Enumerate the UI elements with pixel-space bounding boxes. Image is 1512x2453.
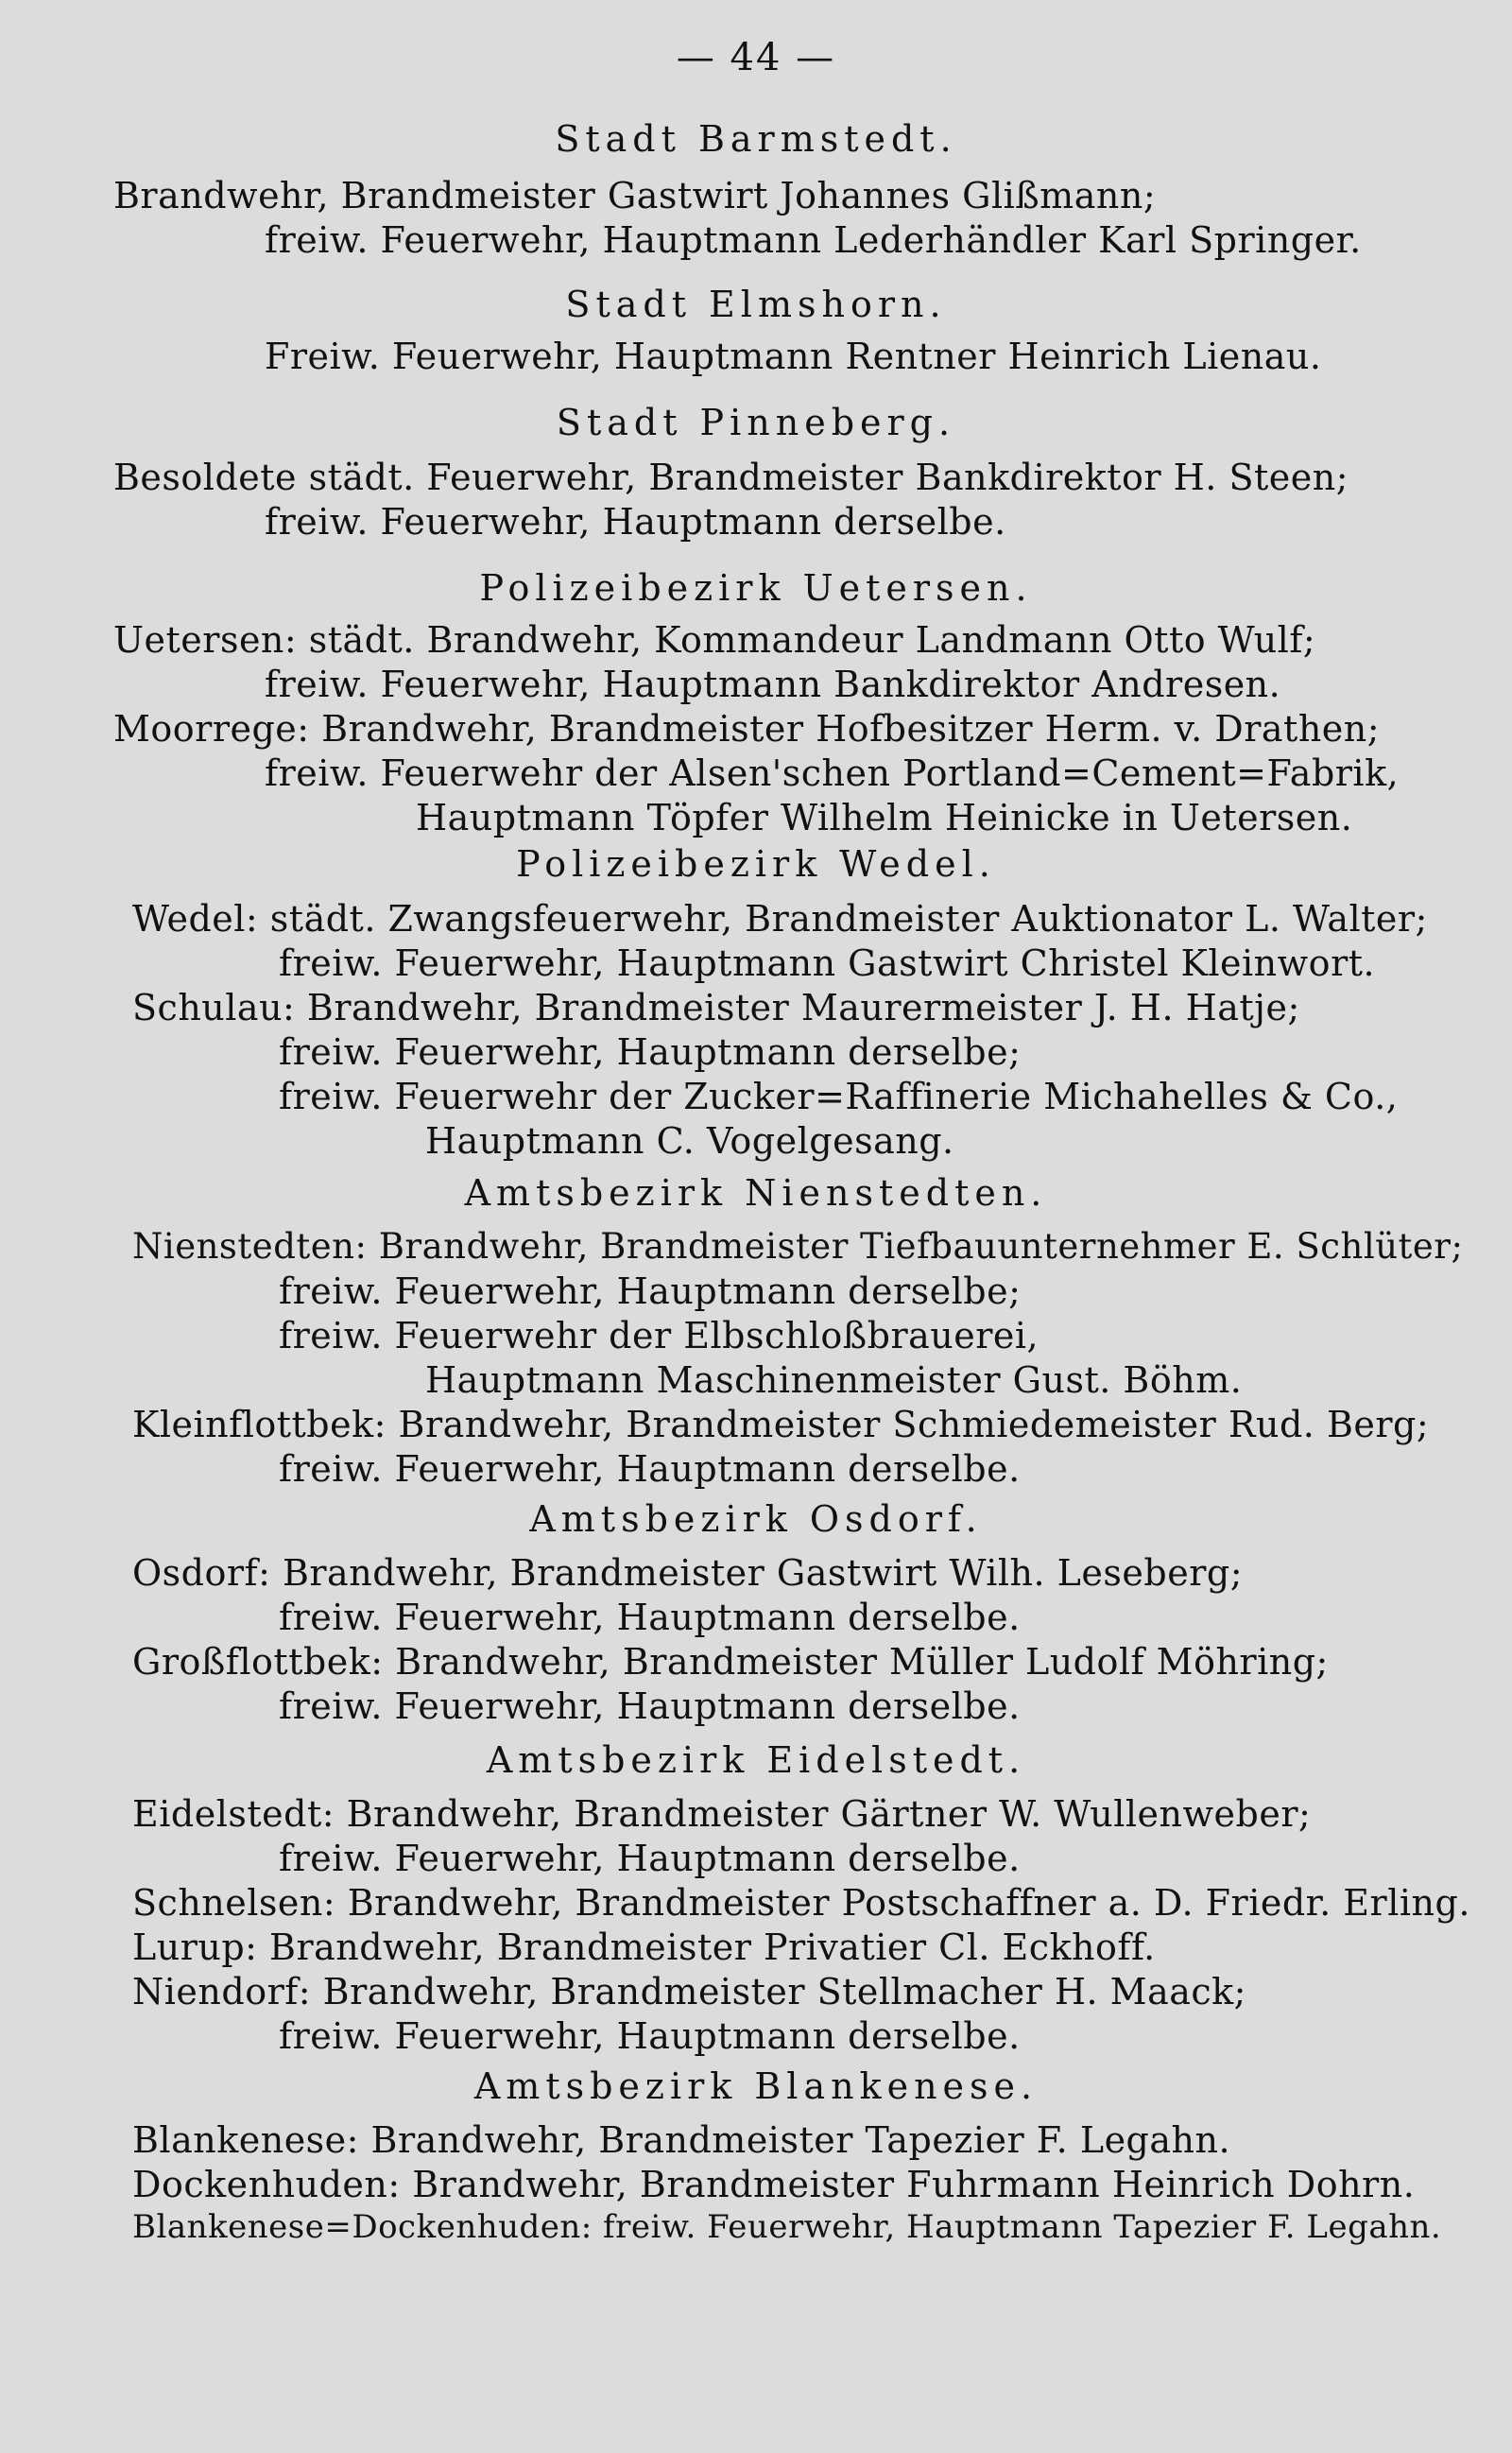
text-line: freiw. Feuerwehr, Hauptmann Gastwirt Christel Kleinwort.	[279, 942, 1376, 984]
text-line: freiw. Feuerwehr, Hauptmann Lederhändler Karl Springer.	[265, 219, 1362, 261]
text-line: Eidelstedt: Brandwehr, Brandmeister Gärtner W. Wullenweber;	[132, 1793, 1312, 1835]
section-heading-osdorf: Amtsbezirk Osdorf.	[529, 1498, 983, 1540]
section-heading-nienstedten: Amtsbezirk Nienstedten.	[464, 1172, 1048, 1214]
section-heading-wedel: Polizeibezirk Wedel.	[516, 843, 996, 885]
text-line: freiw. Feuerwehr, Hauptmann derselbe.	[279, 1838, 1021, 1879]
text-line: Blankenese=Dockenhuden: freiw. Feuerwehr, Hauptmann Tapezier F. Legahn.	[132, 2208, 1442, 2246]
text-line: freiw. Feuerwehr, Hauptmann derselbe;	[279, 1270, 1022, 1312]
text-line: Hauptmann Maschinenmeister Gust. Böhm.	[425, 1359, 1243, 1401]
text-line: Niendorf: Brandwehr, Brandmeister Stellmacher H. Maack;	[132, 1971, 1246, 2012]
text-line: Dockenhuden: Brandwehr, Brandmeister Fuhrmann Heinrich Dohrn.	[132, 2164, 1416, 2205]
text-line: Schnelsen: Brandwehr, Brandmeister Postschaffner a. D. Friedr. Erling.	[132, 1882, 1470, 1924]
page-number: — 44 —	[676, 36, 836, 79]
text-line: freiw. Feuerwehr der Zucker=Raffinerie Michahelles & Co.,	[279, 1076, 1399, 1117]
text-line: Freiw. Feuerwehr, Hauptmann Rentner Heinrich Lienau.	[265, 336, 1322, 377]
text-line: freiw. Feuerwehr, Hauptmann derselbe.	[279, 2015, 1021, 2057]
text-line: Besoldete städt. Feuerwehr, Brandmeister Bankdirektor H. Steen;	[113, 457, 1349, 498]
text-line: Blankenese: Brandwehr, Brandmeister Tapezier F. Legahn.	[132, 2119, 1231, 2161]
text-line: freiw. Feuerwehr der Elbschloßbrauerei,	[279, 1315, 1040, 1356]
section-heading-eidelstedt: Amtsbezirk Eidelstedt.	[486, 1739, 1026, 1781]
text-line: Großflottbek: Brandwehr, Brandmeister Müller Ludolf Möhring;	[132, 1641, 1329, 1683]
text-line: Schulau: Brandwehr, Brandmeister Maurermeister J. H. Hatje;	[132, 987, 1300, 1028]
text-line: Uetersen: städt. Brandwehr, Kommandeur Landmann Otto Wulf;	[113, 619, 1316, 661]
text-line: Lurup: Brandwehr, Brandmeister Privatier Cl. Eckhoff.	[132, 1926, 1156, 1968]
section-heading-barmstedt: Stadt Barmstedt.	[555, 118, 957, 160]
text-line: freiw. Feuerwehr, Hauptmann derselbe;	[279, 1031, 1022, 1073]
section-heading-blankenese: Amtsbezirk Blankenese.	[473, 2065, 1039, 2107]
section-heading-pinneberg: Stadt Pinneberg.	[556, 402, 956, 443]
text-line: freiw. Feuerwehr, Hauptmann derselbe.	[279, 1597, 1021, 1638]
text-line: freiw. Feuerwehr, Hauptmann derselbe.	[279, 1448, 1021, 1490]
text-line: freiw. Feuerwehr, Hauptmann Bankdirektor Andresen.	[265, 664, 1281, 705]
text-line: Wedel: städt. Zwangsfeuerwehr, Brandmeister Auktionator L. Walter;	[132, 898, 1428, 940]
text-line: freiw. Feuerwehr, Hauptmann derselbe.	[279, 1685, 1021, 1727]
text-line: Brandwehr, Brandmeister Gastwirt Johannes Glißmann;	[113, 175, 1157, 216]
text-line: Kleinflottbek: Brandwehr, Brandmeister Schmiedemeister Rud. Berg;	[132, 1404, 1430, 1445]
text-line: freiw. Feuerwehr, Hauptmann derselbe.	[265, 501, 1006, 543]
text-line: Moorrege: Brandwehr, Brandmeister Hofbesitzer Herm. v. Drathen;	[113, 708, 1381, 750]
section-heading-uetersen: Polizeibezirk Uetersen.	[479, 567, 1033, 609]
text-line: freiw. Feuerwehr der Alsen'schen Portland=Cement=Fabrik,	[265, 752, 1400, 794]
text-line: Hauptmann C. Vogelgesang.	[425, 1120, 954, 1162]
text-line: Hauptmann Töpfer Wilhelm Heinicke in Uetersen.	[416, 797, 1353, 838]
text-line: Nienstedten: Brandwehr, Brandmeister Tiefbauunternehmer E. Schlüter;	[132, 1226, 1464, 1267]
text-line: Osdorf: Brandwehr, Brandmeister Gastwirt Wilh. Leseberg;	[132, 1552, 1243, 1594]
section-heading-elmshorn: Stadt Elmshorn.	[565, 284, 947, 325]
